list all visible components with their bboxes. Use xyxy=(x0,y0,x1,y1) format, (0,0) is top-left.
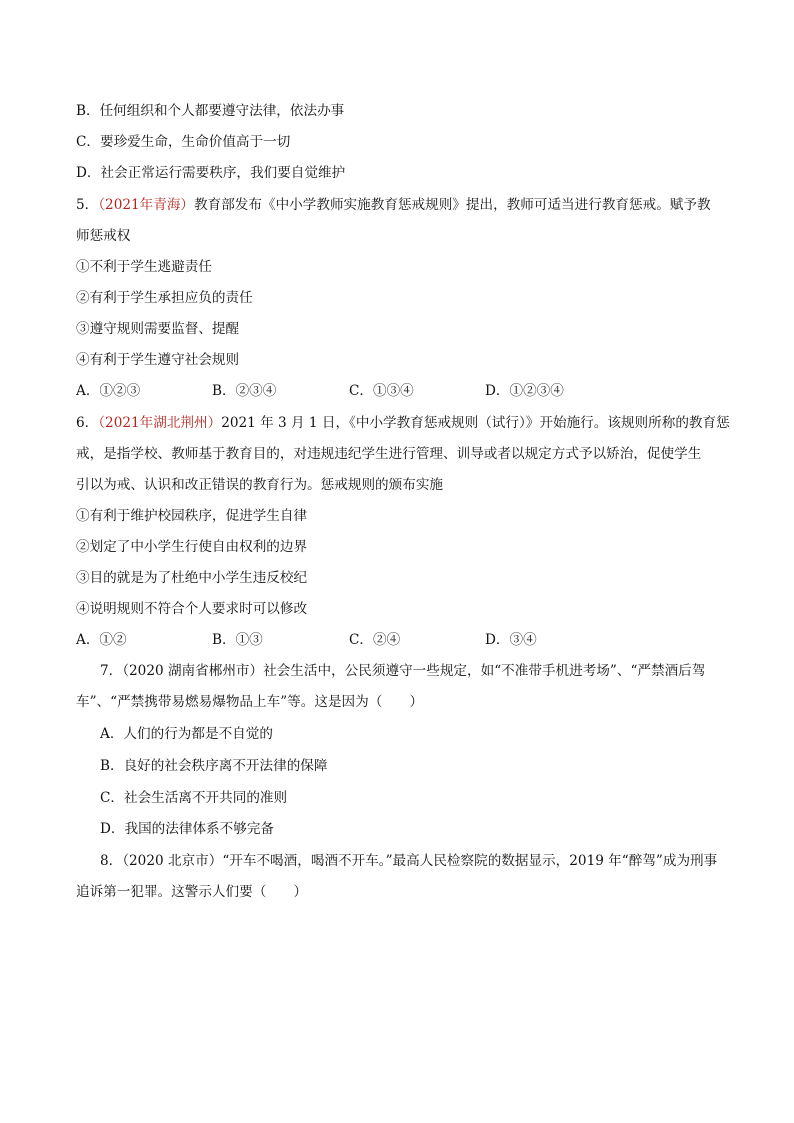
q8-stem-line-2: 追诉第一犯罪。这警示人们要（ ） xyxy=(76,884,308,900)
q5-source: （2021年青海） xyxy=(98,197,195,213)
q6-item-4: ④说明规则不符合个人要求时可以修改 xyxy=(76,601,308,617)
q7-stem-line-2: 车”、“严禁携带易燃易爆物品上车”等。这是因为（ ） xyxy=(76,694,424,710)
q5-stem-text: 教育部发布《中小学教师实施教育惩戒规则》提出，教师可适当进行教育惩戒。赋予教 xyxy=(194,197,711,213)
q5-option-a: A．①②③ xyxy=(76,383,141,399)
q6-option-b: B．①③ xyxy=(212,632,263,648)
q5-number: 5． xyxy=(76,197,99,213)
q8-stem-line-1: 8．（2020 北京市）“开车不喝酒，喝酒不开车。”最高人民检察院的数据显示，2019 年“醉驾”成为刑事 xyxy=(100,853,718,869)
q6-stem-line-1 xyxy=(76,413,730,433)
q5-stem-line-2: 师惩戒权 xyxy=(76,228,131,244)
q6-option-c: C．②④ xyxy=(349,632,401,648)
q7-option-d: D．我国的法律体系不够完备 xyxy=(100,821,275,837)
q5-option-b: B．②③④ xyxy=(212,383,277,399)
q6-item-2: ②划定了中小学生行使自由权利的边界 xyxy=(76,539,308,555)
q6-option-a: A．①② xyxy=(76,632,127,648)
q6-item-1: ①有利于维护校园秩序，促进学生自律 xyxy=(76,508,308,524)
q7-option-c: C．社会生活离不开共同的准则 xyxy=(100,790,288,806)
q5-option-c: C．①③④ xyxy=(349,383,414,399)
q7-option-a: A．人们的行为都是不自觉的 xyxy=(100,726,273,742)
q5-item-1: ①不利于学生逃避责任 xyxy=(76,259,212,275)
q5-item-4: ④有利于学生遵守社会规则 xyxy=(76,352,240,368)
q6-stem-text: 2021 年 3 月 1 日，《中小学教育惩戒规则（试行）》开始施行。该规则所称的教育惩 xyxy=(221,415,730,431)
q6-options xyxy=(76,630,676,650)
q7-stem-line-1: 7．（2020 湖南省郴州市）社会生活中，公民须遵守一些规定，如“不准带手机进考场”、“严禁酒后驾 xyxy=(100,663,706,679)
q6-stem-line-3: 引以为戒、认识和改正错误的教育行为。惩戒规则的颁布实施 xyxy=(76,477,444,493)
q5-stem-line-1 xyxy=(76,195,711,215)
q6-item-3: ③目的就是为了杜绝中小学生违反校纪 xyxy=(76,570,308,586)
q7-option-b: B．良好的社会秩序离不开法律的保障 xyxy=(100,758,328,774)
q6-number: 6． xyxy=(76,415,99,431)
q5-option-d: D．①②③④ xyxy=(485,383,564,399)
q4-option-d: D．社会正常运行需要秩序，我们要自觉维护 xyxy=(76,165,346,181)
q5-item-3: ③遵守规则需要监督、提醒 xyxy=(76,321,240,337)
q4-option-b: B．任何组织和个人都要遵守法律，依法办事 xyxy=(76,103,345,119)
q6-option-d: D．③④ xyxy=(485,632,537,648)
q6-stem-line-2: 戒，是指学校、教师基于教育目的，对违规违纪学生进行管理、训导或者以规定方式予以矫治，促使学生 xyxy=(76,446,702,462)
q6-source: （2021年湖北荆州） xyxy=(98,415,222,431)
q4-option-c: C．要珍爱生命，生命价值高于一切 xyxy=(76,134,291,150)
q5-item-2: ②有利于学生承担应负的责任 xyxy=(76,290,253,306)
q5-options xyxy=(76,381,676,401)
